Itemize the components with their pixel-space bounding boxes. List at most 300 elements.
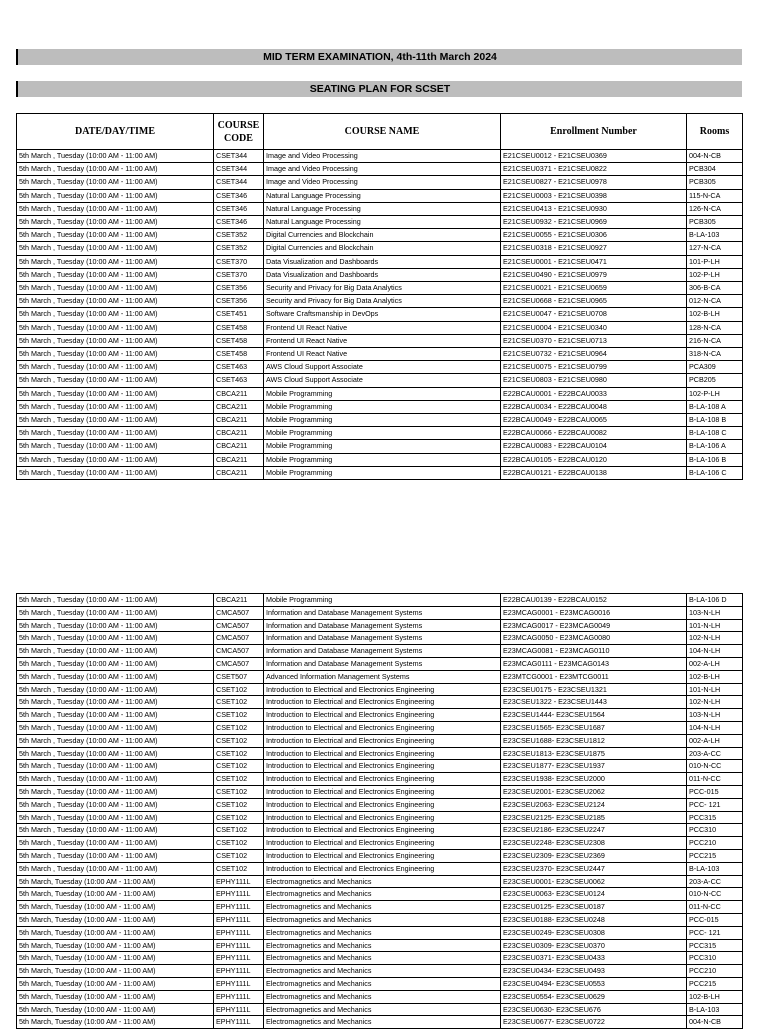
table-body-upper (17, 150, 743, 480)
date-cell: 5th March, Tuesday (10:00 AM - 11:00 AM) (17, 875, 214, 888)
room-cell: 318-N-CA (687, 348, 743, 361)
course-name-cell: Information and Database Management Systems (264, 632, 501, 645)
table-row (17, 619, 743, 632)
course-code-cell: CSET356 (214, 295, 264, 308)
room-cell: B-LA-108 C (687, 427, 743, 440)
room-cell: 103-N-LH (687, 606, 743, 619)
enrollment-cell: E23MCAG0111 - E23MCAG0143 (501, 657, 687, 670)
course-code-cell: CSET507 (214, 670, 264, 683)
date-cell: 5th March , Tuesday (10:00 AM - 11:00 AM) (17, 734, 214, 747)
course-name-cell: Electromagnetics and Mechanics (264, 965, 501, 978)
room-cell: B-LA-108 A (687, 400, 743, 413)
room-cell: 104-N-LH (687, 721, 743, 734)
date-cell: 5th March, Tuesday (10:00 AM - 11:00 AM) (17, 990, 214, 1003)
table-row (17, 308, 743, 321)
table-row (17, 683, 743, 696)
course-name-cell: Electromagnetics and Mechanics (264, 926, 501, 939)
seating-plan-banner: SEATING PLAN FOR SCSET (16, 81, 742, 97)
enrollment-cell: E21CSEU0827 - E21CSEU0978 (501, 176, 687, 189)
course-code-cell: CSET102 (214, 824, 264, 837)
enrollment-cell: E22BCAU0139 - E22BCAU0152 (501, 594, 687, 607)
enrollment-cell: E23CSEU0063- E23CSEU0124 (501, 888, 687, 901)
enrollment-cell: E23CSEU2125- E23CSEU2185 (501, 811, 687, 824)
course-code-cell: EPHY111L (214, 952, 264, 965)
course-code-cell: CSET102 (214, 785, 264, 798)
course-code-cell: EPHY111L (214, 888, 264, 901)
room-cell: 102-N-LH (687, 696, 743, 709)
room-cell: 127-N-CA (687, 242, 743, 255)
enrollment-cell: E21CSEU0490 - E21CSEU0979 (501, 268, 687, 281)
date-cell: 5th March , Tuesday (10:00 AM - 11:00 AM) (17, 760, 214, 773)
course-code-cell: CSET352 (214, 242, 264, 255)
enrollment-cell: E21CSEU0021 - E21CSEU0659 (501, 282, 687, 295)
course-name-cell: Advanced Information Management Systems (264, 670, 501, 683)
table-row (17, 268, 743, 281)
date-cell: 5th March , Tuesday (10:00 AM - 11:00 AM) (17, 773, 214, 786)
course-name-cell: Electromagnetics and Mechanics (264, 990, 501, 1003)
date-cell: 5th March , Tuesday (10:00 AM - 11:00 AM) (17, 824, 214, 837)
enrollment-cell: E23CSEU0371- E23CSEU0433 (501, 952, 687, 965)
table-row (17, 594, 743, 607)
room-cell: 010-N-CC (687, 888, 743, 901)
date-cell: 5th March, Tuesday (10:00 AM - 11:00 AM) (17, 965, 214, 978)
date-cell: 5th March , Tuesday (10:00 AM - 11:00 AM) (17, 721, 214, 734)
date-cell: 5th March , Tuesday (10:00 AM - 11:00 AM) (17, 747, 214, 760)
table-row (17, 913, 743, 926)
table-row (17, 163, 743, 176)
course-name-cell: Mobile Programming (264, 466, 501, 479)
room-cell: 203-A-CC (687, 875, 743, 888)
seating-table-lower (16, 593, 743, 1029)
course-name-cell: Introduction to Electrical and Electronics Engineering (264, 849, 501, 862)
room-cell: PCC210 (687, 965, 743, 978)
table-row (17, 849, 743, 862)
course-name-cell: Information and Database Management Systems (264, 606, 501, 619)
date-cell: 5th March , Tuesday (10:00 AM - 11:00 AM) (17, 202, 214, 215)
course-name-cell: Introduction to Electrical and Electronics Engineering (264, 721, 501, 734)
room-cell: 102-B-LH (687, 308, 743, 321)
table-row (17, 696, 743, 709)
course-code-cell: CMCA507 (214, 632, 264, 645)
room-cell: PCA309 (687, 361, 743, 374)
enrollment-cell: E21CSEU0413 - E21CSEU0930 (501, 202, 687, 215)
course-code-cell: CSET102 (214, 747, 264, 760)
date-cell: 5th March , Tuesday (10:00 AM - 11:00 AM) (17, 811, 214, 824)
table-row (17, 952, 743, 965)
room-cell: 103-N-LH (687, 709, 743, 722)
date-cell: 5th March , Tuesday (10:00 AM - 11:00 AM) (17, 242, 214, 255)
header-course-code-line1: COURSE (217, 119, 260, 131)
header-course-code (214, 114, 264, 150)
room-cell: B-LA-103 (687, 1003, 743, 1016)
date-cell: 5th March, Tuesday (10:00 AM - 11:00 AM) (17, 913, 214, 926)
course-name-cell: Electromagnetics and Mechanics (264, 952, 501, 965)
course-name-cell: Information and Database Management Systems (264, 619, 501, 632)
course-name-cell: Digital Currencies and Blockchain (264, 229, 501, 242)
enrollment-cell: E23CSEU2186- E23CSEU2247 (501, 824, 687, 837)
room-cell: 101-N-LH (687, 683, 743, 696)
enrollment-cell: E23CSEU2248- E23CSEU2308 (501, 837, 687, 850)
course-code-cell: EPHY111L (214, 939, 264, 952)
date-cell: 5th March , Tuesday (10:00 AM - 11:00 AM) (17, 255, 214, 268)
date-cell: 5th March , Tuesday (10:00 AM - 11:00 AM) (17, 696, 214, 709)
room-cell: 102-P-LH (687, 268, 743, 281)
enrollment-cell: E21CSEU0012 - E21CSEU0369 (501, 150, 687, 163)
date-cell: 5th March, Tuesday (10:00 AM - 11:00 AM) (17, 939, 214, 952)
table-row (17, 606, 743, 619)
table-row (17, 1016, 743, 1029)
room-cell: 104-N-LH (687, 645, 743, 658)
enrollment-cell: E23CSEU1938- E23CSEU2000 (501, 773, 687, 786)
room-cell: 101-P-LH (687, 255, 743, 268)
course-code-cell: EPHY111L (214, 990, 264, 1003)
course-code-cell: CBCA211 (214, 400, 264, 413)
course-name-cell: Security and Privacy for Big Data Analytics (264, 295, 501, 308)
date-cell: 5th March , Tuesday (10:00 AM - 11:00 AM) (17, 374, 214, 387)
room-cell: 128-N-CA (687, 321, 743, 334)
course-code-cell: CSET370 (214, 268, 264, 281)
date-cell: 5th March , Tuesday (10:00 AM - 11:00 AM) (17, 400, 214, 413)
room-cell: B-LA-106 A (687, 440, 743, 453)
course-name-cell: Electromagnetics and Mechanics (264, 1003, 501, 1016)
date-cell: 5th March , Tuesday (10:00 AM - 11:00 AM) (17, 268, 214, 281)
date-cell: 5th March , Tuesday (10:00 AM - 11:00 AM) (17, 361, 214, 374)
course-code-cell: CSET344 (214, 176, 264, 189)
course-code-cell: CMCA507 (214, 657, 264, 670)
table-row (17, 977, 743, 990)
course-name-cell: Information and Database Management Systems (264, 657, 501, 670)
course-code-cell: CSET102 (214, 696, 264, 709)
date-cell: 5th March , Tuesday (10:00 AM - 11:00 AM) (17, 321, 214, 334)
table-body-lower (17, 594, 743, 1029)
room-cell: PCC310 (687, 824, 743, 837)
room-cell: B-LA-108 B (687, 414, 743, 427)
table-row (17, 202, 743, 215)
table-row (17, 632, 743, 645)
course-code-cell: CSET458 (214, 321, 264, 334)
course-name-cell: Frontend UI React Native (264, 321, 501, 334)
enrollment-cell: E23CSEU2001- E23CSEU2062 (501, 785, 687, 798)
table-row (17, 875, 743, 888)
date-cell: 5th March , Tuesday (10:00 AM - 11:00 AM) (17, 619, 214, 632)
course-name-cell: Mobile Programming (264, 440, 501, 453)
date-cell: 5th March , Tuesday (10:00 AM - 11:00 AM) (17, 594, 214, 607)
table-row (17, 348, 743, 361)
course-code-cell: EPHY111L (214, 1016, 264, 1029)
date-cell: 5th March, Tuesday (10:00 AM - 11:00 AM) (17, 977, 214, 990)
table-row (17, 216, 743, 229)
date-cell: 5th March , Tuesday (10:00 AM - 11:00 AM) (17, 348, 214, 361)
enrollment-cell: E23CSEU1688- E23CSEU1812 (501, 734, 687, 747)
date-cell: 5th March , Tuesday (10:00 AM - 11:00 AM) (17, 709, 214, 722)
date-cell: 5th March , Tuesday (10:00 AM - 11:00 AM) (17, 632, 214, 645)
course-name-cell: Natural Language Processing (264, 216, 501, 229)
enrollment-cell: E23CSEU0249- E23CSEU0308 (501, 926, 687, 939)
enrollment-cell: E22BCAU0121 - E22BCAU0138 (501, 466, 687, 479)
room-cell: PCC- 121 (687, 798, 743, 811)
table-row (17, 453, 743, 466)
table-row (17, 785, 743, 798)
room-cell: B-LA-103 (687, 862, 743, 875)
course-name-cell: AWS Cloud Support Associate (264, 374, 501, 387)
room-cell: PCC310 (687, 952, 743, 965)
room-cell: B-LA-106 D (687, 594, 743, 607)
enrollment-cell: E21CSEU0003 - E21CSEU0398 (501, 189, 687, 202)
header-enrollment: Enrollment Number (501, 114, 687, 150)
table-row (17, 811, 743, 824)
table-row (17, 837, 743, 850)
course-code-cell: CBCA211 (214, 387, 264, 400)
table-row (17, 734, 743, 747)
table-row (17, 773, 743, 786)
course-name-cell: Mobile Programming (264, 414, 501, 427)
room-cell: 012-N-CA (687, 295, 743, 308)
course-name-cell: Introduction to Electrical and Electronics Engineering (264, 811, 501, 824)
course-name-cell: Electromagnetics and Mechanics (264, 977, 501, 990)
enrollment-cell: E21CSEU0004 - E21CSEU0340 (501, 321, 687, 334)
course-code-cell: CSET102 (214, 849, 264, 862)
table-row (17, 747, 743, 760)
course-name-cell: Electromagnetics and Mechanics (264, 875, 501, 888)
date-cell: 5th March , Tuesday (10:00 AM - 11:00 AM) (17, 657, 214, 670)
enrollment-cell: E21CSEU0055 - E21CSEU0306 (501, 229, 687, 242)
date-cell: 5th March , Tuesday (10:00 AM - 11:00 AM) (17, 862, 214, 875)
date-cell: 5th March , Tuesday (10:00 AM - 11:00 AM) (17, 785, 214, 798)
table-row (17, 242, 743, 255)
enrollment-cell: E23CSEU0677- E23CSEU0722 (501, 1016, 687, 1029)
header-course-code-line2: CODE (224, 132, 253, 144)
enrollment-cell: E23CSEU2309- E23CSEU2369 (501, 849, 687, 862)
course-code-cell: CSET346 (214, 216, 264, 229)
course-name-cell: Image and Video Processing (264, 176, 501, 189)
enrollment-cell: E23MCAG0050 - E23MCAG0080 (501, 632, 687, 645)
course-name-cell: Electromagnetics and Mechanics (264, 939, 501, 952)
table-row (17, 295, 743, 308)
room-cell: PCC- 121 (687, 926, 743, 939)
table-row (17, 888, 743, 901)
table-row (17, 709, 743, 722)
course-code-cell: CSET458 (214, 334, 264, 347)
enrollment-cell: E23CSEU0175 - E23CSEU1321 (501, 683, 687, 696)
room-cell: PCB205 (687, 374, 743, 387)
header-course-name: COURSE NAME (264, 114, 501, 150)
table-row (17, 282, 743, 295)
date-cell: 5th March , Tuesday (10:00 AM - 11:00 AM) (17, 387, 214, 400)
enrollment-cell: E23CSEU0125- E23CSEU0187 (501, 901, 687, 914)
table-row (17, 321, 743, 334)
header-rooms: Rooms (687, 114, 743, 150)
table-row (17, 374, 743, 387)
course-name-cell: Image and Video Processing (264, 163, 501, 176)
course-code-cell: EPHY111L (214, 913, 264, 926)
course-name-cell: Introduction to Electrical and Electronics Engineering (264, 824, 501, 837)
table-row (17, 334, 743, 347)
enrollment-cell: E23CSEU0188- E23CSEU0248 (501, 913, 687, 926)
course-name-cell: Mobile Programming (264, 453, 501, 466)
table-row (17, 721, 743, 734)
enrollment-cell: E23CSEU2370- E23CSEU2447 (501, 862, 687, 875)
date-cell: 5th March , Tuesday (10:00 AM - 11:00 AM) (17, 176, 214, 189)
course-name-cell: Introduction to Electrical and Electronics Engineering (264, 785, 501, 798)
course-code-cell: CBCA211 (214, 414, 264, 427)
course-name-cell: Introduction to Electrical and Electronics Engineering (264, 773, 501, 786)
course-code-cell: CSET356 (214, 282, 264, 295)
date-cell: 5th March , Tuesday (10:00 AM - 11:00 AM) (17, 645, 214, 658)
course-name-cell: Information and Database Management Systems (264, 645, 501, 658)
enrollment-cell: E21CSEU0001 - E21CSEU0471 (501, 255, 687, 268)
table-row (17, 965, 743, 978)
course-code-cell: CSET463 (214, 361, 264, 374)
room-cell: 216-N-CA (687, 334, 743, 347)
room-cell: PCC-015 (687, 785, 743, 798)
room-cell: 306-B-CA (687, 282, 743, 295)
table-row (17, 645, 743, 658)
enrollment-cell: E23CSEU1877- E23CSEU1937 (501, 760, 687, 773)
date-cell: 5th March , Tuesday (10:00 AM - 11:00 AM) (17, 295, 214, 308)
course-code-cell: CSET102 (214, 837, 264, 850)
enrollment-cell: E23CSEU1565- E23CSEU1687 (501, 721, 687, 734)
date-cell: 5th March , Tuesday (10:00 AM - 11:00 AM) (17, 606, 214, 619)
room-cell: PCB305 (687, 216, 743, 229)
course-code-cell: CSET102 (214, 798, 264, 811)
table-row (17, 150, 743, 163)
room-cell: 010-N-CC (687, 760, 743, 773)
room-cell: B-LA-106 B (687, 453, 743, 466)
table-row (17, 189, 743, 202)
table-row (17, 361, 743, 374)
course-code-cell: CSET102 (214, 683, 264, 696)
course-code-cell: CSET344 (214, 163, 264, 176)
room-cell: 011-N-CC (687, 773, 743, 786)
room-cell: PCC215 (687, 977, 743, 990)
enrollment-cell: E21CSEU0932 - E21CSEU0969 (501, 216, 687, 229)
enrollment-cell: E23CSEU0001- E23CSEU0062 (501, 875, 687, 888)
room-cell: 011-N-CC (687, 901, 743, 914)
enrollment-cell: E23CSEU0630- E23CSEU676 (501, 1003, 687, 1016)
course-name-cell: Introduction to Electrical and Electronics Engineering (264, 696, 501, 709)
room-cell: 102-B-LH (687, 990, 743, 1003)
course-code-cell: CBCA211 (214, 453, 264, 466)
course-name-cell: Introduction to Electrical and Electronics Engineering (264, 734, 501, 747)
date-cell: 5th March , Tuesday (10:00 AM - 11:00 AM) (17, 216, 214, 229)
date-cell: 5th March , Tuesday (10:00 AM - 11:00 AM) (17, 798, 214, 811)
room-cell: 101-N-LH (687, 619, 743, 632)
course-name-cell: Introduction to Electrical and Electronics Engineering (264, 683, 501, 696)
enrollment-cell: E23CSEU2063- E23CSEU2124 (501, 798, 687, 811)
course-name-cell: Mobile Programming (264, 400, 501, 413)
date-cell: 5th March, Tuesday (10:00 AM - 11:00 AM) (17, 926, 214, 939)
room-cell: 102-P-LH (687, 387, 743, 400)
date-cell: 5th March, Tuesday (10:00 AM - 11:00 AM) (17, 888, 214, 901)
header-date: DATE/DAY/TIME (17, 114, 214, 150)
enrollment-cell: E23CSEU1813- E23CSEU1875 (501, 747, 687, 760)
room-cell: B-LA-103 (687, 229, 743, 242)
table-row (17, 427, 743, 440)
enrollment-cell: E23CSEU1322 - E23CSEU1443 (501, 696, 687, 709)
enrollment-cell: E21CSEU0047 - E21CSEU0708 (501, 308, 687, 321)
date-cell: 5th March , Tuesday (10:00 AM - 11:00 AM) (17, 150, 214, 163)
room-cell: PCC315 (687, 811, 743, 824)
course-code-cell: CBCA211 (214, 594, 264, 607)
date-cell: 5th March, Tuesday (10:00 AM - 11:00 AM) (17, 952, 214, 965)
room-cell: 115-N-CA (687, 189, 743, 202)
course-code-cell: EPHY111L (214, 1003, 264, 1016)
course-name-cell: Introduction to Electrical and Electronics Engineering (264, 747, 501, 760)
enrollment-cell: E23CSEU1444- E23CSEU1564 (501, 709, 687, 722)
table-row (17, 939, 743, 952)
table-row (17, 255, 743, 268)
course-name-cell: Data Visualization and Dashboards (264, 268, 501, 281)
course-name-cell: AWS Cloud Support Associate (264, 361, 501, 374)
course-name-cell: Software Craftsmanship in DevOps (264, 308, 501, 321)
course-name-cell: Mobile Programming (264, 387, 501, 400)
date-cell: 5th March , Tuesday (10:00 AM - 11:00 AM) (17, 414, 214, 427)
table-row (17, 926, 743, 939)
course-code-cell: EPHY111L (214, 965, 264, 978)
room-cell: PCC215 (687, 849, 743, 862)
room-cell: PCB304 (687, 163, 743, 176)
table-row (17, 901, 743, 914)
enrollment-cell: E22BCAU0001 - E22BCAU0033 (501, 387, 687, 400)
enrollment-cell: E22BCAU0083 - E22BCAU0104 (501, 440, 687, 453)
date-cell: 5th March , Tuesday (10:00 AM - 11:00 AM) (17, 837, 214, 850)
course-name-cell: Frontend UI React Native (264, 334, 501, 347)
enrollment-cell: E23CSEU0554- E23CSEU0629 (501, 990, 687, 1003)
course-name-cell: Natural Language Processing (264, 189, 501, 202)
table-row (17, 798, 743, 811)
table-row (17, 466, 743, 479)
date-cell: 5th March , Tuesday (10:00 AM - 11:00 AM) (17, 427, 214, 440)
course-name-cell: Security and Privacy for Big Data Analytics (264, 282, 501, 295)
table-row (17, 387, 743, 400)
date-cell: 5th March , Tuesday (10:00 AM - 11:00 AM) (17, 683, 214, 696)
date-cell: 5th March , Tuesday (10:00 AM - 11:00 AM) (17, 334, 214, 347)
course-code-cell: CBCA211 (214, 427, 264, 440)
room-cell: PCC315 (687, 939, 743, 952)
course-code-cell: CSET458 (214, 348, 264, 361)
enrollment-cell: E22BCAU0105 - E22BCAU0120 (501, 453, 687, 466)
course-name-cell: Digital Currencies and Blockchain (264, 242, 501, 255)
enrollment-cell: E21CSEU0668 - E21CSEU0965 (501, 295, 687, 308)
exam-title-banner: MID TERM EXAMINATION, 4th-11th March 2024 (16, 49, 742, 65)
room-cell: 002-A-LH (687, 734, 743, 747)
table-row (17, 400, 743, 413)
date-cell: 5th March , Tuesday (10:00 AM - 11:00 AM) (17, 849, 214, 862)
room-cell: 203-A-CC (687, 747, 743, 760)
course-name-cell: Electromagnetics and Mechanics (264, 1016, 501, 1029)
course-code-cell: CSET102 (214, 811, 264, 824)
course-code-cell: CSET370 (214, 255, 264, 268)
course-name-cell: Introduction to Electrical and Electronics Engineering (264, 709, 501, 722)
course-name-cell: Mobile Programming (264, 427, 501, 440)
table-row (17, 990, 743, 1003)
table-row (17, 414, 743, 427)
course-code-cell: CMCA507 (214, 619, 264, 632)
course-name-cell: Frontend UI React Native (264, 348, 501, 361)
course-code-cell: CSET352 (214, 229, 264, 242)
course-code-cell: CBCA211 (214, 440, 264, 453)
enrollment-cell: E21CSEU0075 - E21CSEU0799 (501, 361, 687, 374)
enrollment-cell: E23CSEU0434- E23CSEU0493 (501, 965, 687, 978)
course-name-cell: Image and Video Processing (264, 150, 501, 163)
room-cell: B-LA-106 C (687, 466, 743, 479)
course-code-cell: CSET102 (214, 760, 264, 773)
course-name-cell: Mobile Programming (264, 594, 501, 607)
enrollment-cell: E21CSEU0371 - E21CSEU0822 (501, 163, 687, 176)
room-cell: 102-N-LH (687, 632, 743, 645)
course-code-cell: CMCA507 (214, 606, 264, 619)
table-row (17, 657, 743, 670)
